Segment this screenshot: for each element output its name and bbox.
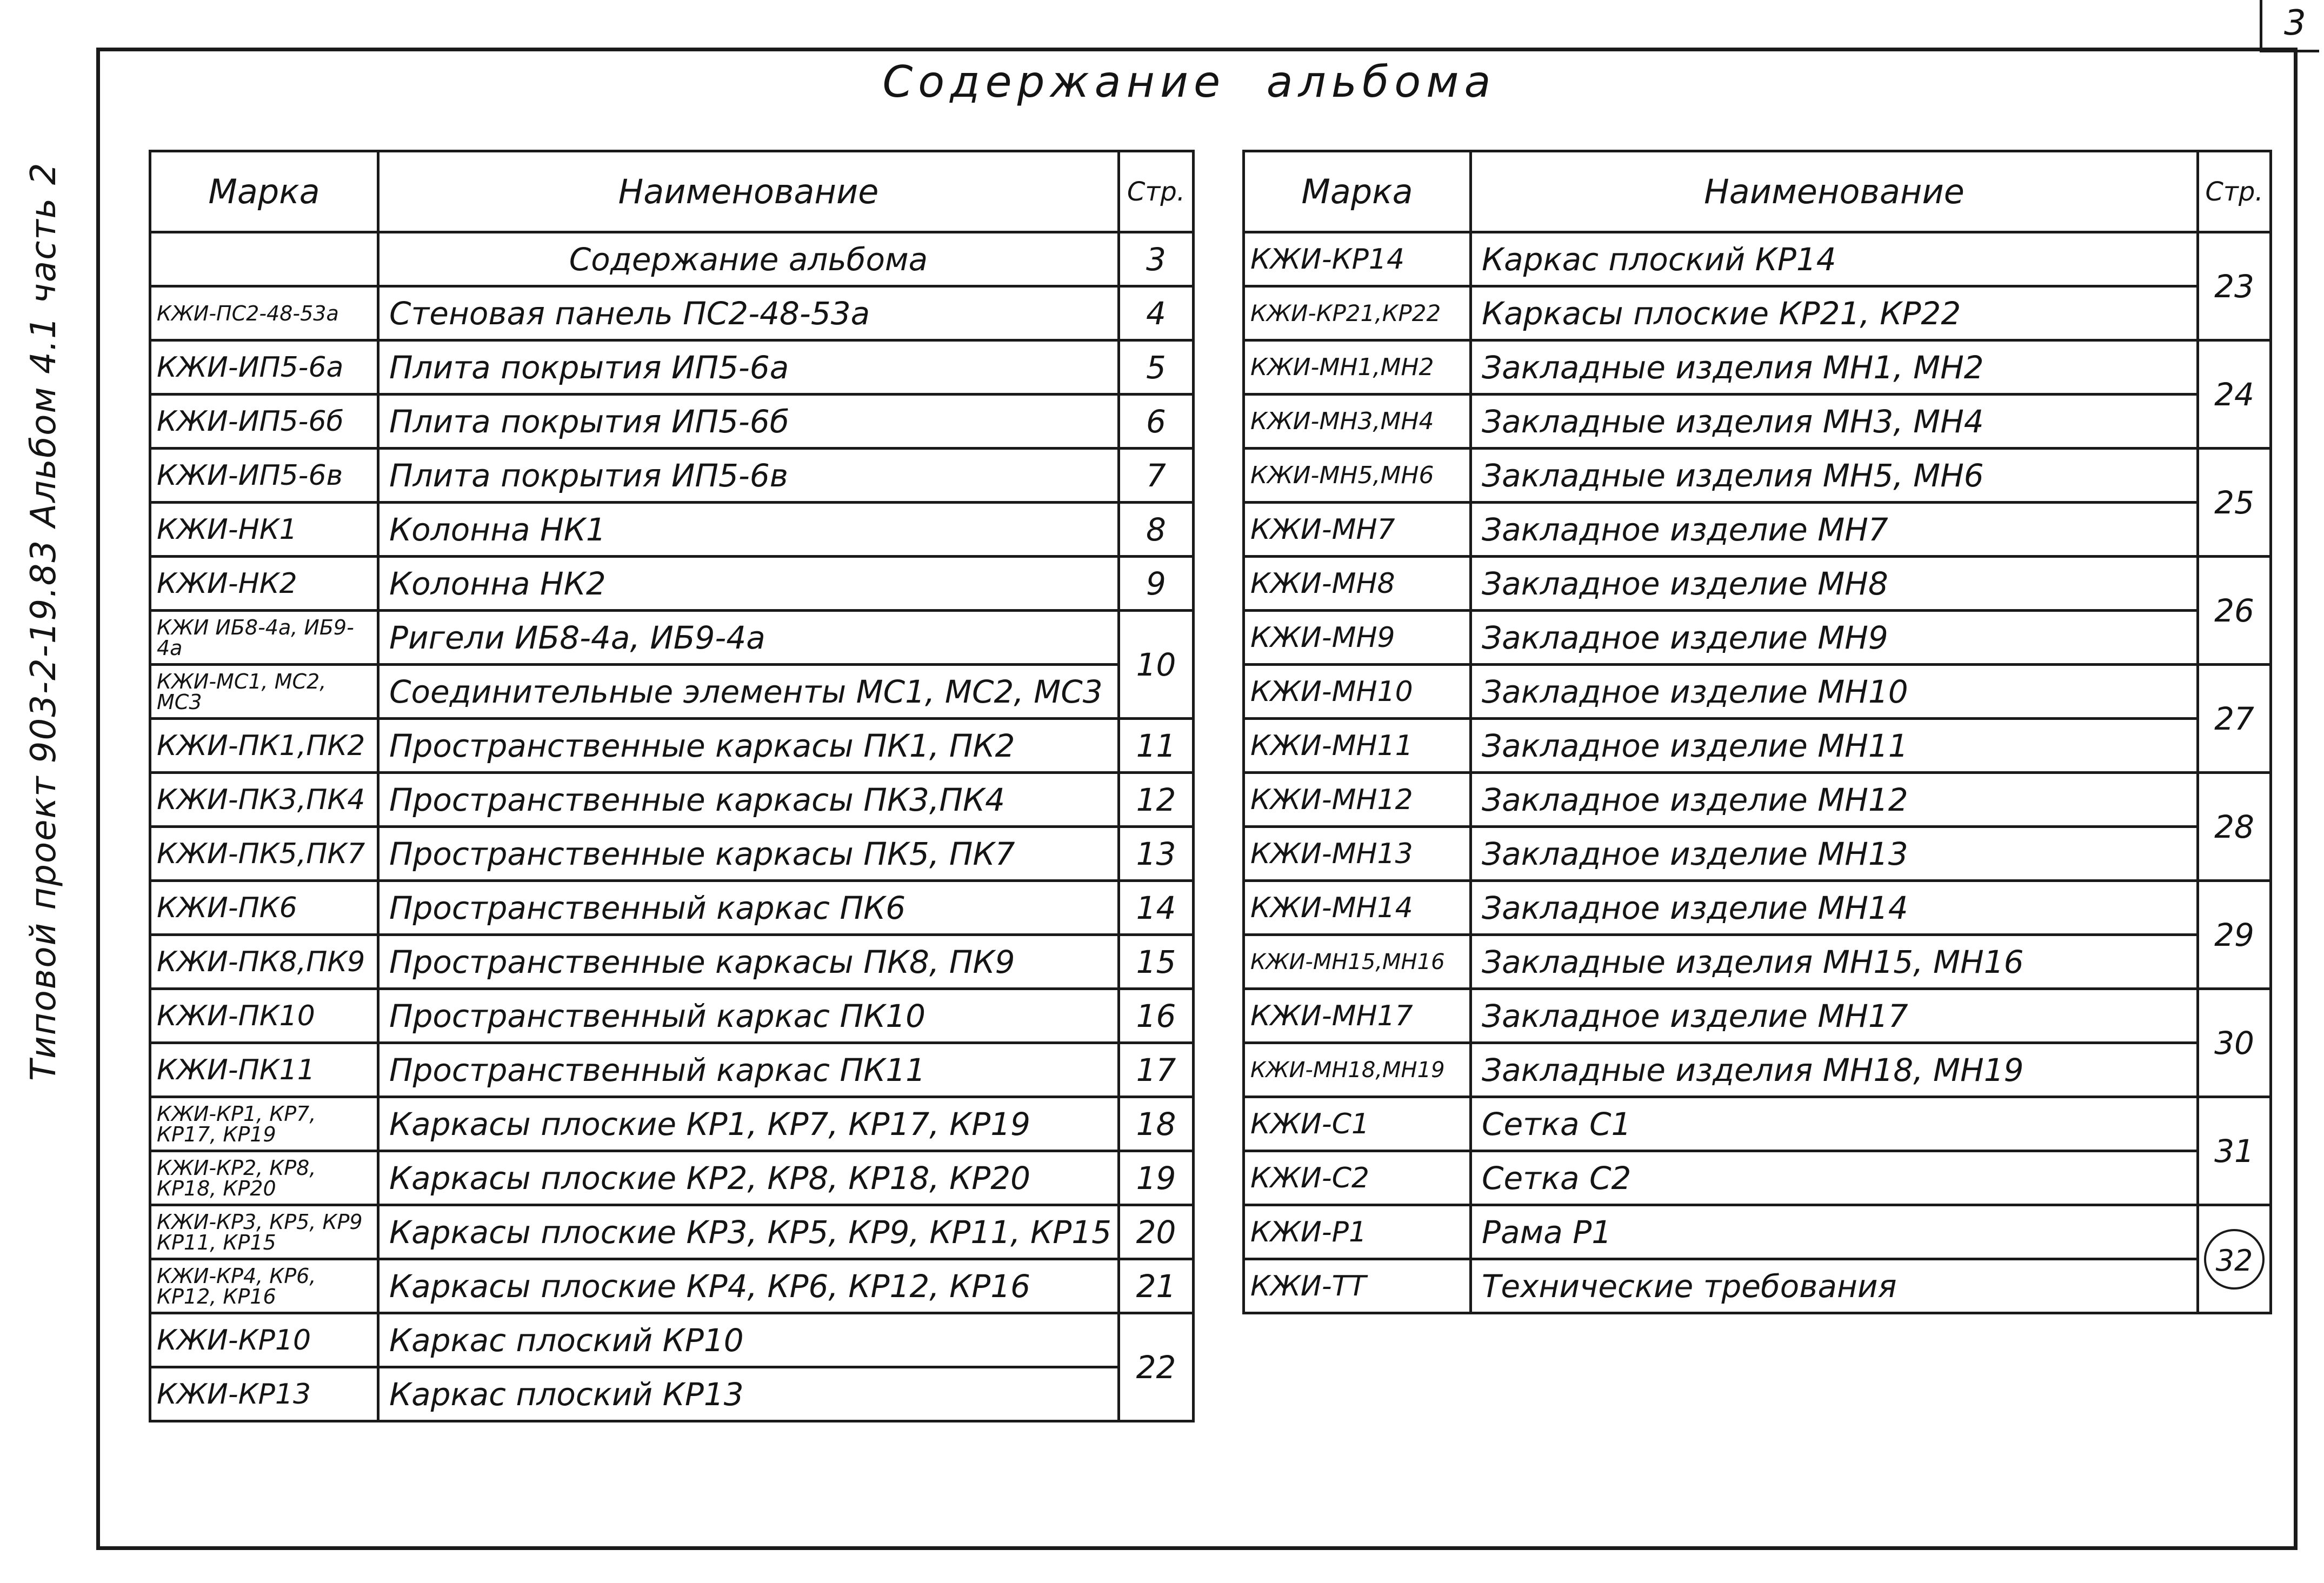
header-page: Стр. bbox=[2198, 151, 2271, 232]
table-row bbox=[1244, 1259, 2271, 1313]
row-mark: КЖИ-ПК3,ПК4 bbox=[150, 773, 378, 827]
row-name: Пространственные каркасы ПК5, ПК7 bbox=[378, 827, 1119, 881]
table-row bbox=[150, 449, 1194, 503]
row-page: 4 bbox=[1119, 286, 1194, 340]
row-mark: КЖИ-ПС2-48-53а bbox=[150, 286, 378, 340]
table-row bbox=[1244, 1151, 2271, 1205]
row-mark: КЖИ-КР3, КР5, КР9 КР11, КР15 bbox=[150, 1205, 378, 1259]
table-row bbox=[150, 1313, 1194, 1367]
row-mark: КЖИ-ИП5-6а bbox=[150, 340, 378, 395]
row-name: Плита покрытия ИП5-6а bbox=[378, 340, 1119, 395]
table-row bbox=[150, 1367, 1194, 1421]
header-mark: Марка bbox=[1244, 151, 1471, 232]
row-mark: КЖИ-КР10 bbox=[150, 1313, 378, 1367]
row-mark: КЖИ-НК1 bbox=[150, 503, 378, 557]
page-number-divider bbox=[2260, 0, 2262, 51]
row-page: 29 bbox=[2198, 881, 2271, 989]
table-row bbox=[150, 286, 1194, 340]
row-page: 10 bbox=[1119, 611, 1194, 719]
table-row bbox=[1244, 1097, 2271, 1151]
row-mark: КЖИ-МН3,МН4 bbox=[1244, 395, 1471, 449]
row-page: 6 bbox=[1119, 395, 1194, 449]
row-name: Каркасы плоские КР1, КР7, КР17, КР19 bbox=[378, 1097, 1119, 1151]
table-row bbox=[150, 611, 1194, 665]
row-mark: КЖИ-ТТ bbox=[1244, 1259, 1471, 1313]
row-name: Пространственные каркасы ПК1, ПК2 bbox=[378, 719, 1119, 773]
table-row bbox=[1244, 286, 2271, 340]
row-page: 20 bbox=[1119, 1205, 1194, 1259]
row-mark: КЖИ-МН8 bbox=[1244, 557, 1471, 611]
row-name: Пространственный каркас ПК6 bbox=[378, 881, 1119, 935]
row-page bbox=[2198, 1205, 2271, 1313]
row-name: Каркас плоский КР13 bbox=[378, 1367, 1119, 1421]
contents-table-right bbox=[1242, 150, 2272, 1314]
row-name: Пространственные каркасы ПК8, ПК9 bbox=[378, 935, 1119, 989]
row-name: Соединительные элементы МС1, МС2, МС3 bbox=[378, 665, 1119, 719]
row-mark: КЖИ-МС1, МС2, МС3 bbox=[150, 665, 378, 719]
row-name: Колонна НК1 bbox=[378, 503, 1119, 557]
page-number: 3 bbox=[2284, 3, 2306, 43]
header-name: Наименование bbox=[1471, 151, 2198, 232]
row-page: 3 bbox=[1119, 232, 1194, 286]
row-page: 14 bbox=[1119, 881, 1194, 935]
row-page: 25 bbox=[2198, 449, 2271, 557]
row-name: Закладное изделие МН11 bbox=[1471, 719, 2198, 773]
row-page: 12 bbox=[1119, 773, 1194, 827]
row-name: Ригели ИБ8-4а, ИБ9-4а bbox=[378, 611, 1119, 665]
row-mark: КЖИ ИБ8-4а, ИБ9-4а bbox=[150, 611, 378, 665]
row-page: 26 bbox=[2198, 557, 2271, 665]
row-page: 18 bbox=[1119, 1097, 1194, 1151]
row-name: Закладное изделие МН17 bbox=[1471, 989, 2198, 1043]
row-page: 11 bbox=[1119, 719, 1194, 773]
row-mark: КЖИ-НК2 bbox=[150, 557, 378, 611]
row-page: 5 bbox=[1119, 340, 1194, 395]
table-row bbox=[150, 340, 1194, 395]
row-page: 17 bbox=[1119, 1043, 1194, 1097]
row-mark: КЖИ-КР14 bbox=[1244, 232, 1471, 286]
circled-page-number: 32 bbox=[2204, 1229, 2265, 1290]
row-mark bbox=[150, 232, 378, 286]
table-row bbox=[150, 1097, 1194, 1151]
row-name: Закладное изделие МН10 bbox=[1471, 665, 2198, 719]
table-row bbox=[1244, 827, 2271, 881]
row-name: Каркас плоский КР14 bbox=[1471, 232, 2198, 286]
row-mark: КЖИ-КР1, КР7, КР17, КР19 bbox=[150, 1097, 378, 1151]
table-header-row bbox=[150, 151, 1194, 232]
contents-table-left bbox=[149, 150, 1195, 1422]
table-row bbox=[150, 881, 1194, 935]
row-mark: КЖИ-КР4, КР6, КР12, КР16 bbox=[150, 1259, 378, 1313]
row-page: 15 bbox=[1119, 935, 1194, 989]
table-row bbox=[150, 1151, 1194, 1205]
table-row bbox=[150, 935, 1194, 989]
row-mark: КЖИ-МН12 bbox=[1244, 773, 1471, 827]
table-row bbox=[1244, 989, 2271, 1043]
row-mark: КЖИ-МН18,МН19 bbox=[1244, 1043, 1471, 1097]
side-label: Типовой проект 903-2-19.83 Альбом 4.1 часть 2 bbox=[24, 162, 64, 1081]
row-name: Стеновая панель ПС2-48-53а bbox=[378, 286, 1119, 340]
row-mark: КЖИ-С2 bbox=[1244, 1151, 1471, 1205]
row-mark: КЖИ-МН17 bbox=[1244, 989, 1471, 1043]
row-page: 9 bbox=[1119, 557, 1194, 611]
table-row bbox=[150, 989, 1194, 1043]
row-mark: КЖИ-ПК10 bbox=[150, 989, 378, 1043]
header-page: Стр. bbox=[1119, 151, 1194, 232]
row-page: 7 bbox=[1119, 449, 1194, 503]
row-mark: КЖИ-МН15,МН16 bbox=[1244, 935, 1471, 989]
row-name: Закладные изделия МН18, МН19 bbox=[1471, 1043, 2198, 1097]
row-page: 31 bbox=[2198, 1097, 2271, 1205]
row-name: Закладные изделия МН1, МН2 bbox=[1471, 340, 2198, 395]
row-name: Плита покрытия ИП5-6б bbox=[378, 395, 1119, 449]
row-name: Каркасы плоские КР4, КР6, КР12, КР16 bbox=[378, 1259, 1119, 1313]
row-name: Закладное изделие МН13 bbox=[1471, 827, 2198, 881]
row-page: 8 bbox=[1119, 503, 1194, 557]
table-row bbox=[1244, 665, 2271, 719]
row-name: Закладное изделие МН12 bbox=[1471, 773, 2198, 827]
row-name: Закладные изделия МН15, МН16 bbox=[1471, 935, 2198, 989]
table-row bbox=[1244, 449, 2271, 503]
table-row bbox=[1244, 340, 2271, 395]
row-page: 30 bbox=[2198, 989, 2271, 1097]
row-page: 13 bbox=[1119, 827, 1194, 881]
table-row bbox=[150, 1043, 1194, 1097]
table-row bbox=[150, 665, 1194, 719]
table-row bbox=[150, 1259, 1194, 1313]
row-mark: КЖИ-ИП5-6в bbox=[150, 449, 378, 503]
table-row bbox=[1244, 611, 2271, 665]
row-name: Каркасы плоские КР2, КР8, КР18, КР20 bbox=[378, 1151, 1119, 1205]
row-mark: КЖИ-ПК11 bbox=[150, 1043, 378, 1097]
row-name: Каркасы плоские КР21, КР22 bbox=[1471, 286, 2198, 340]
row-name: Закладное изделие МН7 bbox=[1471, 503, 2198, 557]
row-page: 19 bbox=[1119, 1151, 1194, 1205]
row-name: Сетка С2 bbox=[1471, 1151, 2198, 1205]
row-name: Закладные изделия МН5, МН6 bbox=[1471, 449, 2198, 503]
row-mark: КЖИ-ПК1,ПК2 bbox=[150, 719, 378, 773]
row-mark: КЖИ-МН13 bbox=[1244, 827, 1471, 881]
table-row bbox=[1244, 773, 2271, 827]
row-mark: КЖИ-МН1,МН2 bbox=[1244, 340, 1471, 395]
table-row bbox=[1244, 232, 2271, 286]
row-name: Рама Р1 bbox=[1471, 1205, 2198, 1259]
row-mark: КЖИ-МН5,МН6 bbox=[1244, 449, 1471, 503]
row-mark: КЖИ-Р1 bbox=[1244, 1205, 1471, 1259]
row-page: 27 bbox=[2198, 665, 2271, 773]
table-row bbox=[1244, 1043, 2271, 1097]
table-row bbox=[150, 395, 1194, 449]
row-mark: КЖИ-ИП5-6б bbox=[150, 395, 378, 449]
row-name: Плита покрытия ИП5-6в bbox=[378, 449, 1119, 503]
row-page: 24 bbox=[2198, 340, 2271, 449]
row-name: Сетка С1 bbox=[1471, 1097, 2198, 1151]
table-row bbox=[150, 232, 1194, 286]
row-name: Пространственные каркасы ПК3,ПК4 bbox=[378, 773, 1119, 827]
row-mark: КЖИ-МН14 bbox=[1244, 881, 1471, 935]
row-name: Технические требования bbox=[1471, 1259, 2198, 1313]
table-row bbox=[1244, 395, 2271, 449]
row-page: 28 bbox=[2198, 773, 2271, 881]
row-name: Содержание альбома bbox=[378, 232, 1119, 286]
header-name: Наименование bbox=[378, 151, 1119, 232]
row-name: Каркас плоский КР10 bbox=[378, 1313, 1119, 1367]
row-mark: КЖИ-ПК5,ПК7 bbox=[150, 827, 378, 881]
row-name: Закладное изделие МН9 bbox=[1471, 611, 2198, 665]
row-mark: КЖИ-КР21,КР22 bbox=[1244, 286, 1471, 340]
row-mark: КЖИ-КР2, КР8, КР18, КР20 bbox=[150, 1151, 378, 1205]
table-row bbox=[1244, 719, 2271, 773]
page-number-underline bbox=[2260, 50, 2319, 52]
table-row bbox=[1244, 503, 2271, 557]
row-page: 21 bbox=[1119, 1259, 1194, 1313]
table-row bbox=[1244, 881, 2271, 935]
table-row bbox=[1244, 557, 2271, 611]
row-mark: КЖИ-КР13 bbox=[150, 1367, 378, 1421]
row-page: 23 bbox=[2198, 232, 2271, 340]
row-mark: КЖИ-ПК6 bbox=[150, 881, 378, 935]
row-name: Каркасы плоские КР3, КР5, КР9, КР11, КР15 bbox=[378, 1205, 1119, 1259]
row-name: Пространственный каркас ПК10 bbox=[378, 989, 1119, 1043]
row-mark: КЖИ-МН7 bbox=[1244, 503, 1471, 557]
page-title: Содержание альбома bbox=[882, 57, 1496, 107]
row-mark: КЖИ-ПК8,ПК9 bbox=[150, 935, 378, 989]
row-name: Закладное изделие МН14 bbox=[1471, 881, 2198, 935]
row-mark: КЖИ-МН11 bbox=[1244, 719, 1471, 773]
table-row bbox=[150, 827, 1194, 881]
table-row bbox=[150, 773, 1194, 827]
table-row bbox=[150, 503, 1194, 557]
row-mark: КЖИ-МН9 bbox=[1244, 611, 1471, 665]
table-row bbox=[1244, 1205, 2271, 1259]
row-page: 16 bbox=[1119, 989, 1194, 1043]
table-row bbox=[150, 1205, 1194, 1259]
row-name: Пространственный каркас ПК11 bbox=[378, 1043, 1119, 1097]
row-name: Колонна НК2 bbox=[378, 557, 1119, 611]
row-page: 22 bbox=[1119, 1313, 1194, 1421]
table-header-row bbox=[1244, 151, 2271, 232]
row-name: Закладное изделие МН8 bbox=[1471, 557, 2198, 611]
row-name: Закладные изделия МН3, МН4 bbox=[1471, 395, 2198, 449]
table-row bbox=[150, 719, 1194, 773]
header-mark: Марка bbox=[150, 151, 378, 232]
row-mark: КЖИ-С1 bbox=[1244, 1097, 1471, 1151]
row-mark: КЖИ-МН10 bbox=[1244, 665, 1471, 719]
table-row bbox=[1244, 935, 2271, 989]
table-row bbox=[150, 557, 1194, 611]
